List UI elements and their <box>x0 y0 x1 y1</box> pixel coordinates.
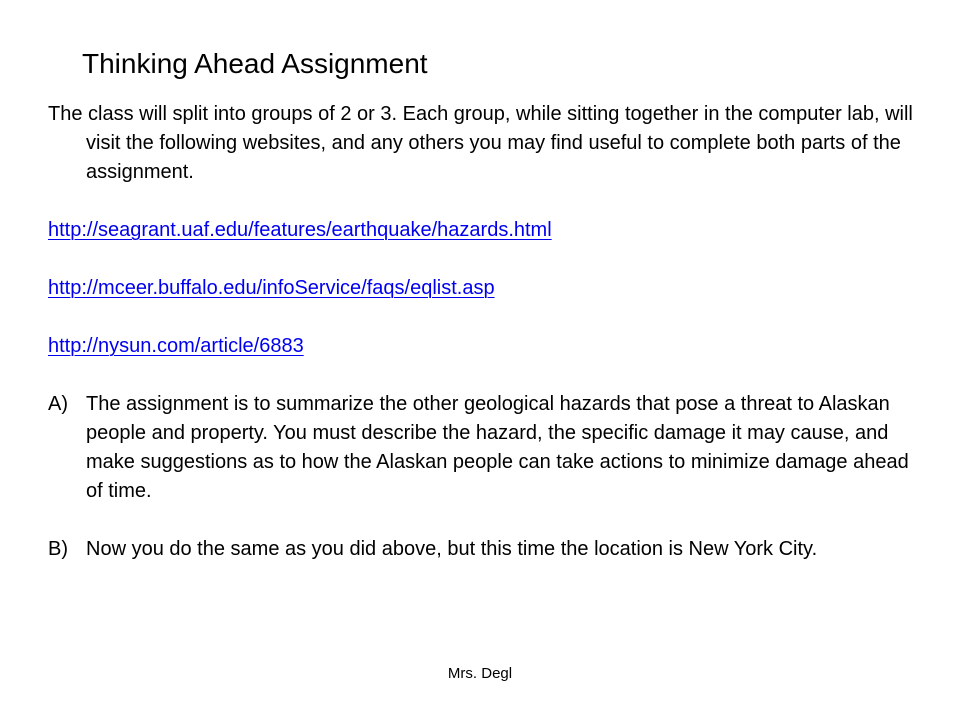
part-a-marker: A) <box>48 393 68 415</box>
part-b-text: Now you do the same as you did above, but this time the location is New York City. <box>86 538 818 560</box>
mceer-link[interactable]: http://mceer.buffalo.edu/infoService/faqs/eqlist.asp <box>48 277 495 299</box>
link-line-2 <box>48 274 918 303</box>
nysun-link[interactable]: http://nysun.com/article/6883 <box>48 335 304 357</box>
part-b-marker: B) <box>48 538 68 560</box>
spacer <box>48 303 918 332</box>
part-a-text: The assignment is to summarize the other geological hazards that pose a threat to Alaskan people and property. You must describe the hazard, the specific damage it may cause, and make suggestions as to how the Alaskan people can take actions to minimize damage ahead of time. <box>86 393 909 502</box>
assignment-body <box>48 100 918 564</box>
page-title: Thinking Ahead Assignment <box>82 48 428 79</box>
part-b-item <box>48 535 918 564</box>
part-a-item <box>48 390 918 506</box>
spacer <box>48 506 918 535</box>
link-line-3 <box>48 332 918 361</box>
intro-paragraph: The class will split into groups of 2 or 3. Each group, while sitting together in the computer lab, will visit the following websites, and any others you may find useful to complete both parts of the assignment. <box>48 103 913 183</box>
footer-author: Mrs. Degl <box>447 665 513 682</box>
link-line-1 <box>48 216 918 245</box>
spacer <box>48 361 918 390</box>
spacer <box>48 245 918 274</box>
spacer <box>48 187 918 216</box>
seagrant-link[interactable]: http://seagrant.uaf.edu/features/earthquake/hazards.html <box>48 219 552 241</box>
